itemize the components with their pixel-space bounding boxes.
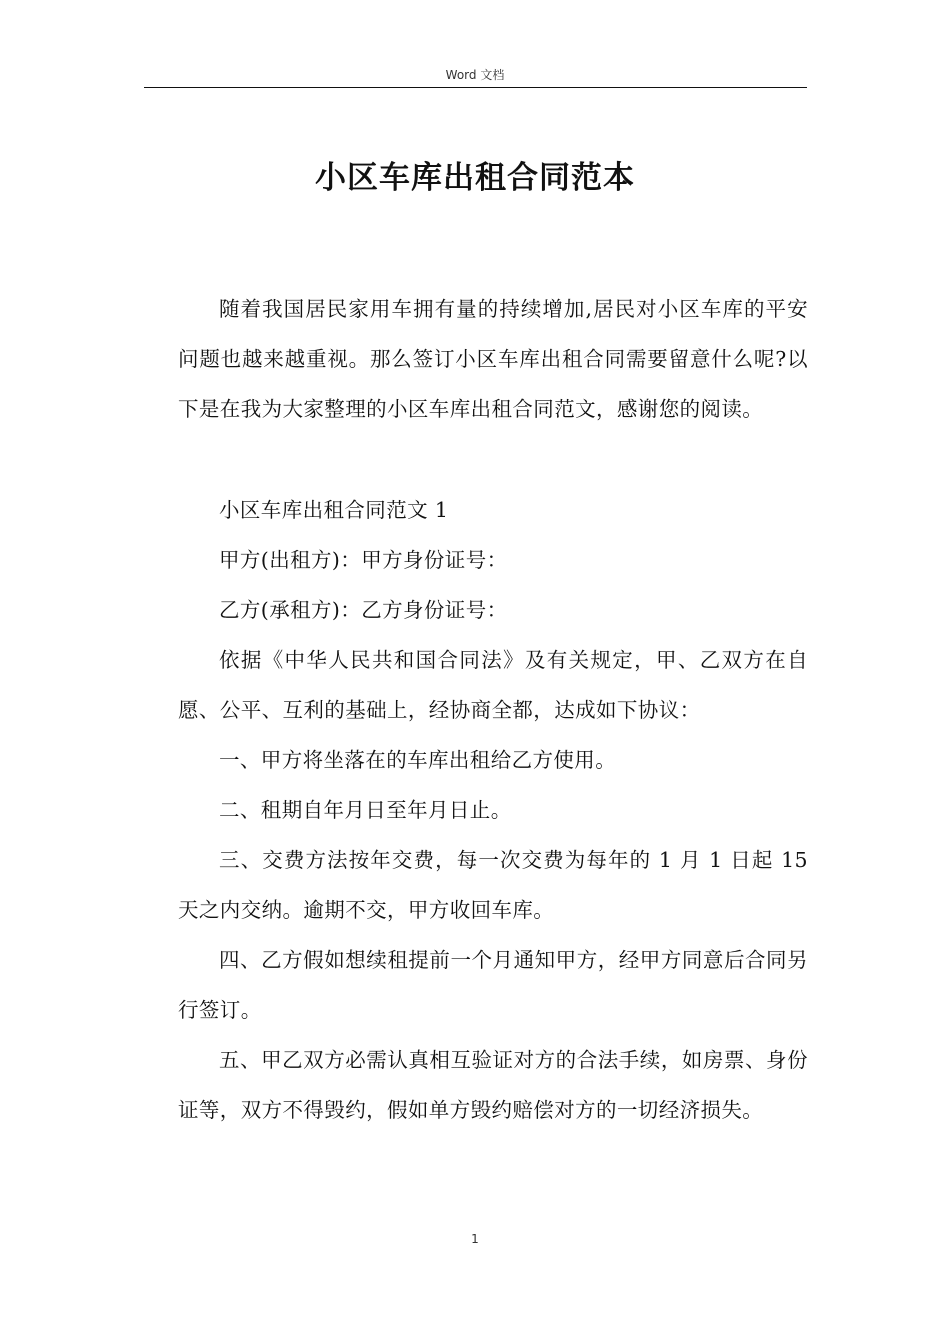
intro-section bbox=[178, 284, 808, 434]
contract-body bbox=[178, 485, 808, 1135]
preamble-paragraph: 依据《中华人民共和国合同法》及有关规定，甲、乙双方在自愿、公平、互利的基础上，经协商全都，达成如下协议： bbox=[178, 648, 808, 722]
clause-1: 一、甲方将坐落在的车库出租给乙方使用。 bbox=[219, 748, 617, 772]
page-header: Word 文档 bbox=[445, 68, 505, 82]
clause-4: 四、乙方假如想续租提前一个月通知甲方，经甲方同意后合同另行签订。 bbox=[178, 948, 808, 1022]
intro-paragraph: 随着我国居民家用车拥有量的持续增加,居民对小区车库的平安问题也越来越重视。那么签订小区车库出租合同需要留意什么呢?以下是在我为大家整理的小区车库出租合同范文，感谢您的阅读。 bbox=[178, 297, 808, 421]
clause-5: 五、甲乙双方必需认真相互验证对方的合法手续，如房票、身份证等，双方不得毁约，假如单方毁约赔偿对方的一切经济损失。 bbox=[178, 1048, 808, 1122]
party-a-line: 甲方(出租方)：甲方身份证号： bbox=[219, 548, 508, 572]
clause-2: 二、租期自年月日至年月日止。 bbox=[219, 798, 512, 822]
clause-3: 三、交费方法按年交费，每一次交费为每年的 1 月 1 日起 15 天之内交纳。逾期不交，甲方收回车库。 bbox=[178, 848, 808, 922]
section-heading: 小区车库出租合同范文 1 bbox=[219, 498, 449, 522]
party-b-line: 乙方(承租方)：乙方身份证号： bbox=[219, 598, 508, 622]
document-title: 小区车库出租合同范本 bbox=[315, 160, 635, 196]
page-number: 1 bbox=[471, 1232, 479, 1246]
header-divider bbox=[144, 87, 807, 88]
